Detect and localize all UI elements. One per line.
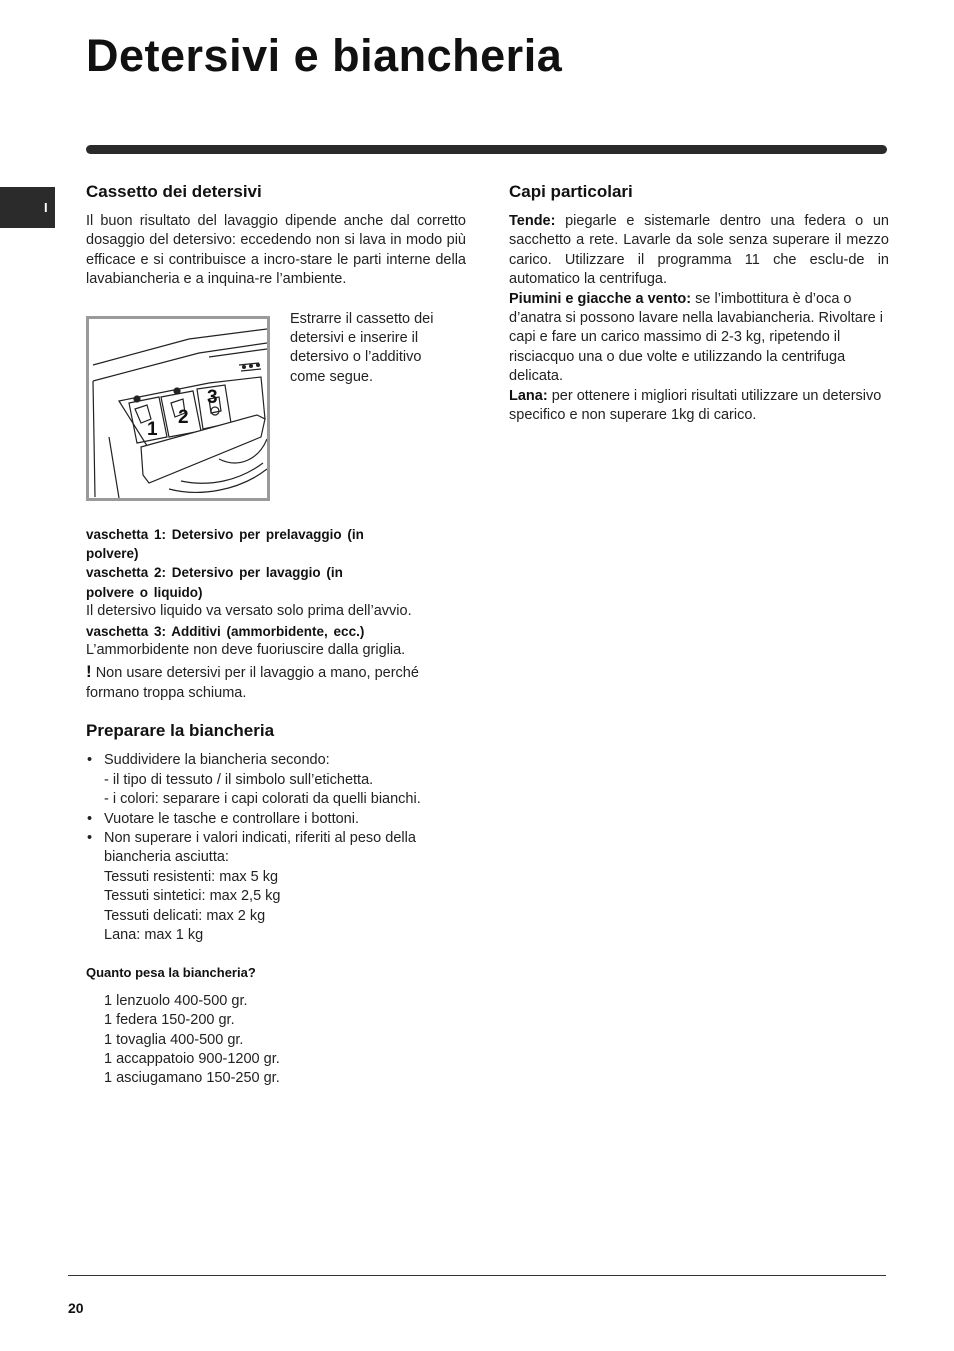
detergent-drawer-illustration bbox=[86, 316, 270, 501]
list-item bbox=[86, 810, 466, 829]
list-item: 1 federa 150-200 gr. bbox=[104, 1012, 235, 1029]
compartments-list bbox=[86, 525, 466, 704]
figure-caption: Estrarre il cassetto dei detersivi e inserire il detersivo o l’additivo come segue. bbox=[290, 310, 434, 385]
language-tab bbox=[0, 187, 55, 228]
weight-limit: Tessuti delicati: max 2 kg bbox=[104, 907, 266, 924]
list-item: 1 tovaglia 400-500 gr. bbox=[104, 1031, 244, 1048]
list-item: 1 accappatoio 900-1200 gr. bbox=[104, 1050, 280, 1067]
list-subitem: - i colori: separare i capi colorati da quelli bianchi. bbox=[104, 791, 421, 808]
tende-label: Tende: bbox=[509, 213, 556, 229]
list-item bbox=[86, 829, 466, 945]
compartment-3-label: vaschetta 3: Additivi (ammorbidente, ecc.) bbox=[86, 623, 365, 639]
compartment-2-note: Il detersivo liquido va versato solo prima dell’avvio. bbox=[86, 603, 412, 620]
list-item: 1 asciugamano 150-250 gr. bbox=[104, 1070, 280, 1087]
right-column bbox=[509, 180, 889, 425]
compartment-3-note: L’ammorbidente non deve fuoriuscire dalla griglia. bbox=[86, 642, 406, 659]
figure-row bbox=[86, 310, 466, 501]
page-title: Detersivi e biancheria bbox=[86, 30, 563, 81]
section-heading-cassetto: Cassetto dei detersivi bbox=[86, 182, 262, 201]
piumini-label: Piumini e giacche a vento: bbox=[509, 290, 692, 307]
piumini-paragraph bbox=[509, 290, 889, 387]
compartment-label-3: 3 bbox=[207, 386, 218, 408]
list-subitem: - il tipo di tessuto / il simbolo sull’etichetta. bbox=[104, 771, 374, 788]
list-item bbox=[86, 751, 466, 809]
weight-limit: Tessuti sintetici: max 2,5 kg bbox=[104, 888, 281, 905]
compartment-2-label: vaschetta 2: Detersivo per lavaggio (in polvere o liquido) bbox=[86, 565, 343, 600]
cassetto-intro: Il buon risultato del lavaggio dipende anche dal corretto dosaggio del detersivo: eccedendo non si lava in modo più efficace e si contribuisce a incro-stare le parti interne della lavabiancheria e a inquina-re l’ambiente. bbox=[86, 213, 466, 288]
section-heading-preparare: Preparare la biancheria bbox=[86, 721, 275, 741]
title-divider bbox=[86, 145, 887, 154]
weights-list bbox=[86, 992, 466, 1089]
warning-text: Non usare detersivi per il lavaggio a mano, perché formano troppa schiuma. bbox=[86, 665, 419, 701]
list-item: 1 lenzuolo 400-500 gr. bbox=[104, 992, 248, 1009]
warning-note bbox=[86, 662, 466, 703]
language-tab-label: I bbox=[44, 200, 48, 215]
section-heading-capi: Capi particolari bbox=[509, 182, 633, 201]
left-column bbox=[86, 180, 466, 1089]
lana-label: Lana: bbox=[509, 387, 548, 404]
section-heading-quanto: Quanto pesa la biancheria? bbox=[86, 965, 256, 981]
warning-mark: ! bbox=[86, 662, 92, 682]
weight-limit: Lana: max 1 kg bbox=[104, 926, 204, 943]
piumini-text: se l’imbottitura è d’oca o d’anatra si possono lavare nella lavabiancheria. Rivoltare i capi e fare un carico massimo di 2-3 kg, ripetendo il risciacquo una o due volte e utilizzando la centrifuga delicata. bbox=[509, 290, 883, 385]
preparare-section bbox=[86, 719, 466, 945]
lana-text: per ottenere i migliori risultati utilizzare un detersivo specifico e non superare 1kg di carico. bbox=[509, 387, 882, 424]
list-item-text: Vuotare le tasche e controllare i bottoni. bbox=[104, 810, 359, 827]
lana-paragraph bbox=[509, 387, 889, 426]
list-item-text: • Non superare i valori indicati, riferiti al peso della biancheria asciutta: bbox=[104, 829, 416, 866]
list-item-text: • Suddividere la biancheria secondo: bbox=[104, 752, 330, 769]
tende-paragraph bbox=[509, 212, 889, 290]
weight-limit: Tessuti resistenti: max 5 kg bbox=[104, 868, 279, 885]
tende-text: piegarle e sistemarle dentro una federa o un sacchetto a rete. Lavarle da sole senza superare il mezzo carico. Utilizzare il programma 11 che esclu-de in automatico la centrifuga. bbox=[509, 213, 889, 288]
compartment-label-2: 2 bbox=[178, 406, 189, 428]
page-number: 20 bbox=[68, 1300, 84, 1316]
footer-divider bbox=[68, 1275, 886, 1276]
preparare-list bbox=[86, 751, 466, 945]
compartment-label-1: 1 bbox=[147, 418, 158, 440]
compartment-1-label: vaschetta 1: Detersivo per prelavaggio (in polvere) bbox=[86, 526, 364, 562]
